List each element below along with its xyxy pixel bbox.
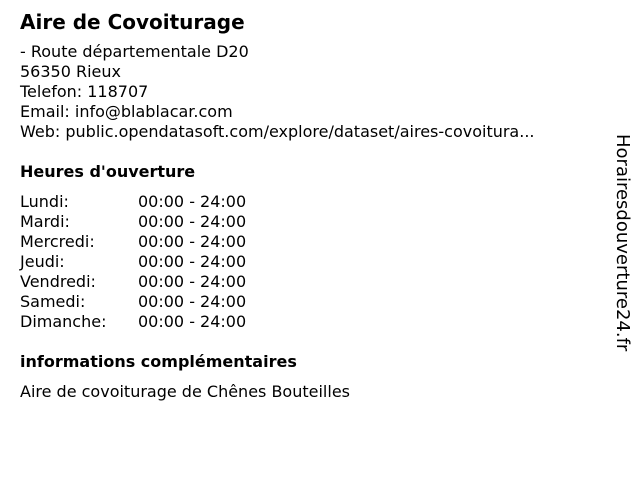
place-card [20, 8, 600, 402]
address-block [20, 42, 600, 142]
day-label: Vendredi: [20, 272, 96, 291]
hours-row-sunday [20, 312, 600, 332]
additional-info-heading: informations complémentaires [20, 352, 297, 371]
hours-value: 00:00 - 24:00 [138, 312, 247, 331]
hours-row-friday [20, 272, 600, 292]
hours-row-saturday [20, 292, 600, 312]
day-label: Lundi: [20, 192, 69, 211]
opening-hours-heading: Heures d'ouverture [20, 162, 196, 181]
day-label: Jeudi: [20, 252, 65, 271]
hours-row-tuesday [20, 212, 600, 232]
phone-number: Telefon: 118707 [20, 82, 149, 101]
email-address: Email: info@blablacar.com [20, 102, 233, 121]
hours-value: 00:00 - 24:00 [138, 212, 247, 231]
day-label: Mardi: [20, 212, 70, 231]
day-label: Samedi: [20, 292, 86, 311]
day-label: Mercredi: [20, 232, 95, 251]
day-label: Dimanche: [20, 312, 107, 331]
website-url: Web: public.opendatasoft.com/explore/dataset/aires-covoitura... [20, 122, 535, 141]
hours-value: 00:00 - 24:00 [138, 252, 247, 271]
hours-value: 00:00 - 24:00 [138, 192, 247, 211]
hours-value: 00:00 - 24:00 [138, 232, 247, 251]
hours-row-thursday [20, 252, 600, 272]
place-name: Aire de Covoiturage [20, 10, 245, 34]
hours-value: 00:00 - 24:00 [138, 272, 247, 291]
hours-row-wednesday [20, 232, 600, 252]
street-address: - Route départementale D20 [20, 42, 249, 61]
postal-city: 56350 Rieux [20, 62, 121, 81]
additional-info-text: Aire de covoiturage de Chênes Bouteilles [20, 382, 350, 401]
hours-row-monday [20, 192, 600, 212]
opening-hours-table [20, 192, 600, 332]
hours-value: 00:00 - 24:00 [138, 292, 247, 311]
brand-watermark: Horairesdouverture24.fr [612, 134, 633, 352]
